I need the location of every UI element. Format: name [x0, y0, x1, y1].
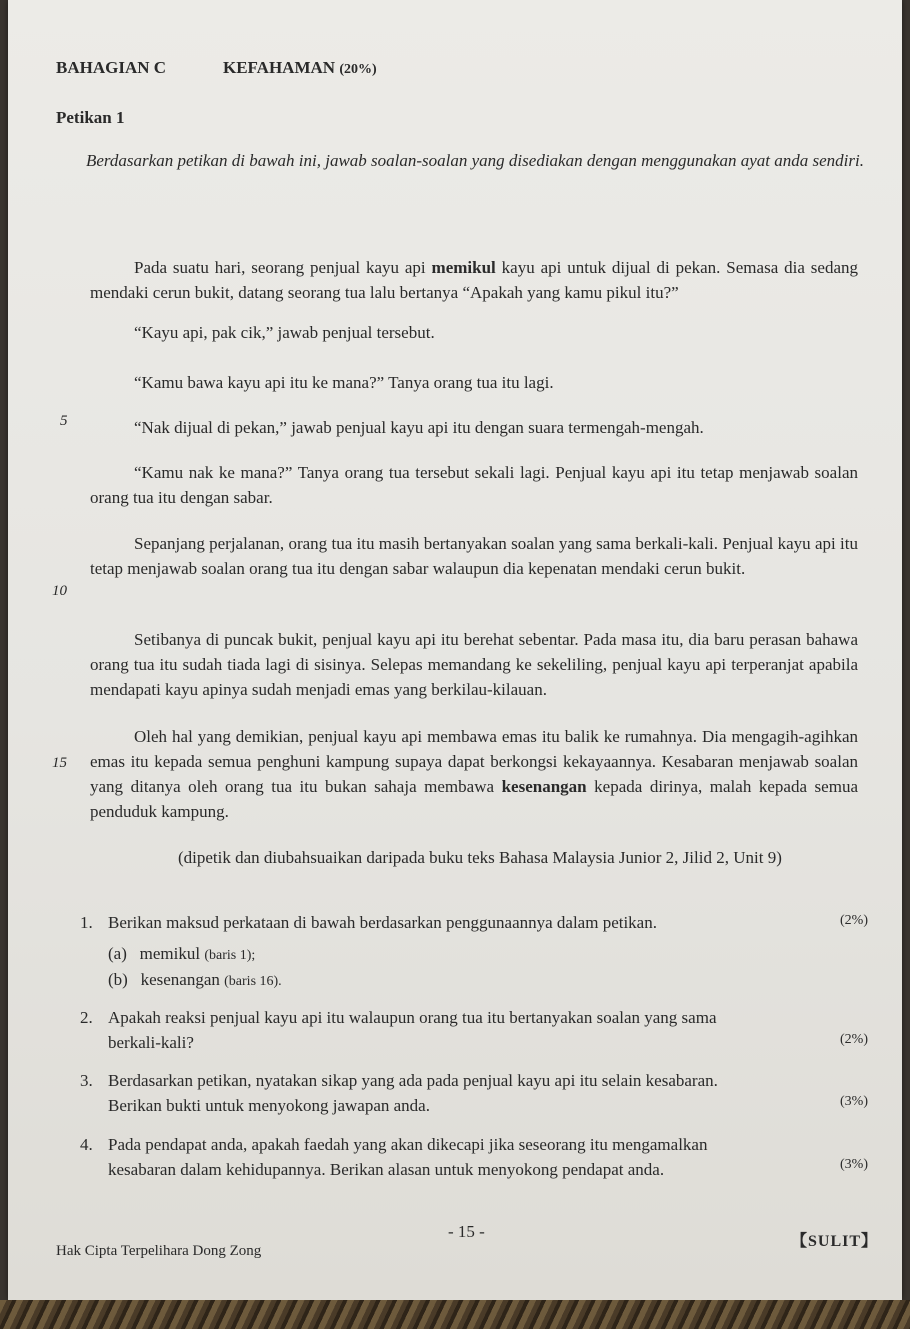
paragraph-2: “Kayu api, pak cik,” jawab penjual tersebut.	[134, 323, 435, 342]
paragraph-5: “Kamu nak ke mana?” Tanya orang tua tersebut sekali lagi. Penjual kayu api itu tetap menjawab soalan orang tua itu dengan sabar.	[90, 463, 858, 507]
passage-label: Petikan 1	[56, 108, 125, 127]
paragraph-text: Oleh hal yang demikian, penjual kayu api membawa emas itu balik ke rumahnya. Dia mengagih-agihkan emas itu kepada semua penghuni kampung supaya dapat berkongsi kekayaannya. Kesabaran menjawab soalan yang ditanya oleh orang tua itu bukan sahaja membawa	[90, 727, 858, 796]
section-title-text: KEFAHAMAN	[223, 58, 336, 77]
paragraph-7: Setibanya di puncak bukit, penjual kayu api itu berehat sebentar. Pada masa itu, dia baru perasan bahawa orang tua itu sudah tiada lagi di sisinya. Selepas memandang ke sekeliling, penjual kayu api terperanjat apabila mendapati kayu apinya sudah menjadi emas yang berkilau-kilauan.	[90, 630, 858, 699]
copyright-text: Hak Cipta Terpelihara Dong Zong	[56, 1243, 262, 1259]
question-1-marks: (2%)	[840, 913, 868, 928]
question-text: Berdasarkan petikan, nyatakan sikap yang ada pada penjual kayu api itu selain kesabaran.	[108, 1071, 718, 1090]
table-surface	[0, 1300, 910, 1329]
question-number: 3.	[80, 1071, 93, 1090]
question-text: Berikan maksud perkataan di bawah berdasarkan penggunaannya dalam petikan.	[108, 913, 657, 932]
question-3	[80, 1068, 800, 1118]
question-number: 4.	[80, 1135, 93, 1154]
question-3-marks: (3%)	[840, 1094, 868, 1109]
question-text: Pada pendapat anda, apakah faedah yang akan dikecapi jika seseorang itu mengamalkan	[108, 1135, 708, 1154]
paragraph-text: kepada dirinya, malah kepada semua penduduk kampung.	[90, 777, 858, 821]
paragraph-6: Sepanjang perjalanan, orang tua itu masih bertanyakan soalan yang sama berkali-kali. Penjual kayu api itu tetap menjawab soalan orang tua itu dengan sabar walaupun dia kepenatan mendaki cerun bukit.	[90, 534, 858, 578]
section-title	[223, 58, 377, 78]
exam-page	[8, 0, 902, 1300]
sub-word: kesenangan	[140, 970, 220, 989]
question-1	[80, 910, 800, 935]
section-label: BAHAGIAN C	[56, 58, 167, 77]
paragraph-1	[90, 255, 858, 305]
question-text: Apakah reaksi penjual kayu api itu walaupun orang tua itu bertanyakan soalan yang sama	[108, 1008, 717, 1027]
source-citation: (dipetik dan diubahsuaikan daripada buku teks Bahasa Malaysia Junior 2, Jilid 2, Unit 9)	[178, 848, 782, 867]
question-text-cont: kesabaran dalam kehidupannya. Berikan alasan untuk menyokong pendapat anda.	[108, 1160, 665, 1179]
sub-word: memikul	[139, 944, 201, 963]
paragraph-text: kayu api untuk dijual di pekan. Semasa dia sedang mendaki cerun bukit, datang seorang tua lalu bertanya “Apakah yang kamu pikul itu?”	[90, 258, 858, 302]
sub-label: (b)	[108, 970, 128, 989]
highlight-word-kesenangan: kesenangan	[501, 777, 587, 796]
question-1b	[108, 970, 282, 990]
question-number: 1.	[80, 913, 93, 932]
instruction-text: Berdasarkan petikan di bawah ini, jawab soalan-soalan yang disediakan dengan menggunakan ayat anda sendiri.	[86, 151, 864, 170]
line-number-10: 10	[52, 583, 67, 599]
question-text-cont: berkali-kali?	[108, 1033, 194, 1052]
question-4	[80, 1132, 800, 1182]
section-percent: (20%)	[339, 62, 377, 77]
question-number: 2.	[80, 1008, 93, 1027]
question-2-marks: (2%)	[840, 1032, 868, 1047]
paragraph-text: Pada suatu hari, seorang penjual kayu api	[134, 258, 432, 277]
question-2	[80, 1005, 800, 1055]
sub-label: (a)	[108, 944, 127, 963]
sub-ref: (baris 1);	[204, 948, 256, 963]
question-1a	[108, 944, 255, 964]
question-4-marks: (3%)	[840, 1157, 868, 1172]
line-number-15: 15	[52, 755, 67, 771]
sub-ref: (baris 16).	[224, 974, 282, 989]
page-number: - 15 -	[448, 1222, 485, 1241]
line-number-5: 5	[60, 413, 68, 429]
question-text-cont: Berikan bukti untuk menyokong jawapan anda.	[108, 1096, 430, 1115]
paragraph-4: “Nak dijual di pekan,” jawab penjual kayu api itu dengan suara termengah-mengah.	[134, 418, 704, 437]
highlight-word-memikul: memikul	[431, 258, 496, 277]
paragraph-3: “Kamu bawa kayu api itu ke mana?” Tanya orang tua itu lagi.	[134, 373, 554, 392]
paragraph-8	[90, 724, 858, 824]
sulit-label: 【SULIT】	[791, 1233, 879, 1250]
